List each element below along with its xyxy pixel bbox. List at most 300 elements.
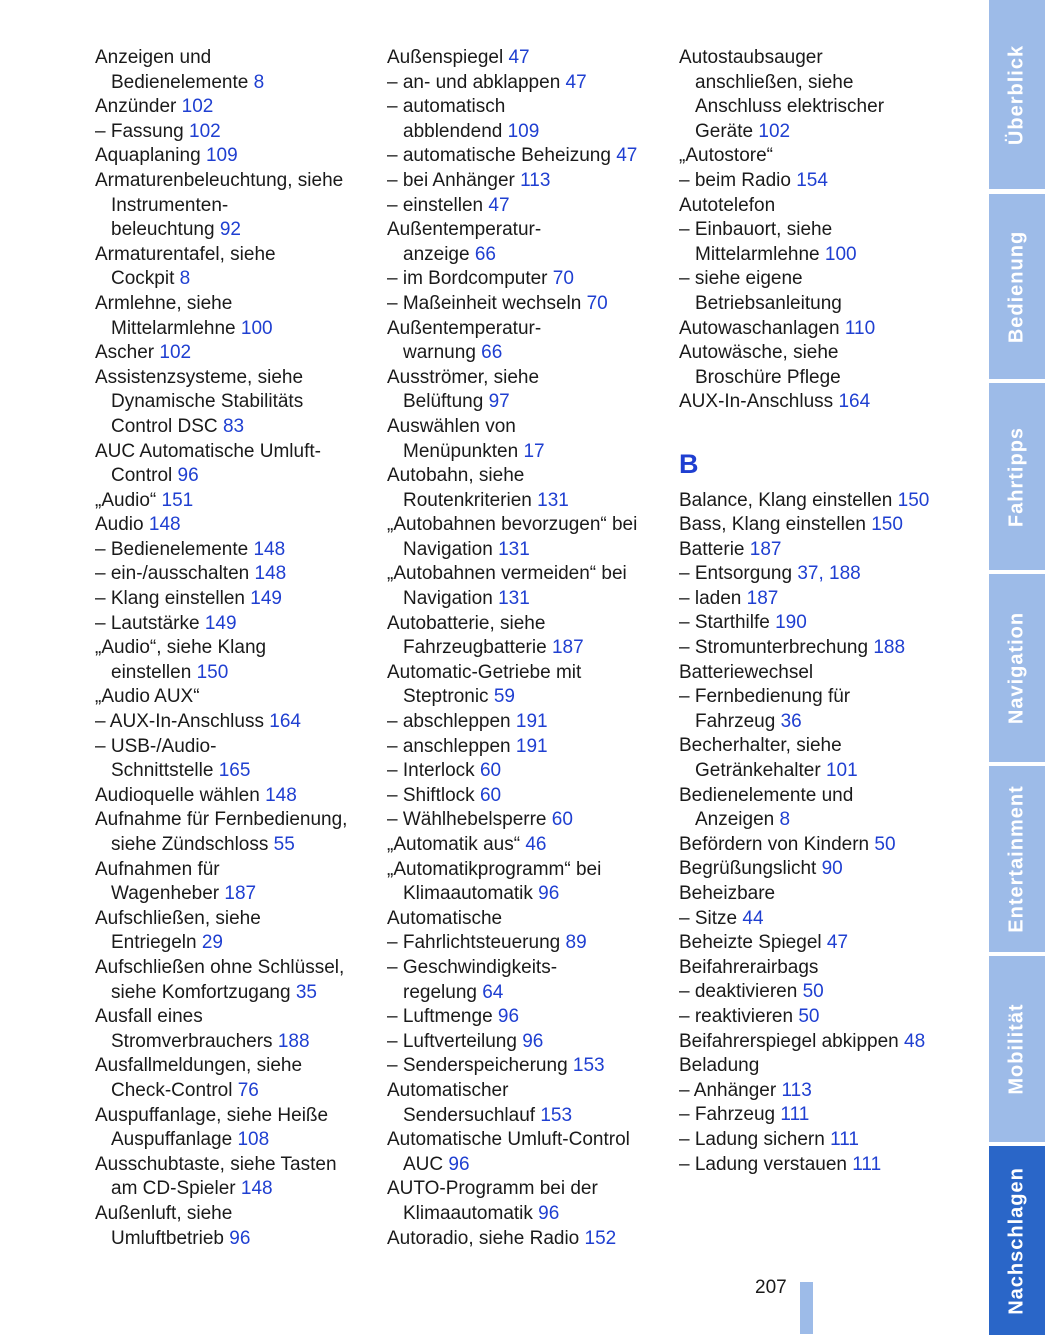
index-entry: [679, 243, 959, 268]
section-tab-label: Überblick: [1005, 44, 1028, 145]
index-term: Assistenzsysteme, siehe: [95, 366, 304, 388]
index-entry: [95, 243, 370, 268]
index-entry: [95, 169, 370, 194]
index-term: Steptronic: [403, 686, 489, 708]
index-term: Beifahrerairbags: [679, 956, 819, 978]
index-term: AUX-In-Anschluss: [679, 391, 834, 413]
index-entry: [95, 981, 370, 1006]
index-term: Ausfall eines: [95, 1006, 203, 1028]
index-term: – Anhänger: [679, 1079, 777, 1101]
index-term: am CD-Spieler: [111, 1178, 236, 1200]
index-entry: [679, 1030, 959, 1055]
index-entry: [679, 120, 959, 145]
index-entry: [679, 292, 959, 317]
index-term: Fahrzeugbatterie: [403, 637, 547, 659]
index-term: Automatic-Getriebe mit: [387, 661, 582, 683]
page-reference-link[interactable]: 188: [277, 1030, 310, 1052]
index-entry: [95, 710, 370, 735]
index-entry: [679, 218, 959, 243]
index-term: Auswählen von: [387, 415, 516, 437]
page-reference-link[interactable]: 165: [218, 760, 251, 782]
index-entry: [95, 513, 370, 538]
index-entry: [387, 267, 662, 292]
index-column-2: [387, 46, 662, 1251]
index-term: Autowaschanlagen: [679, 317, 840, 339]
page-reference-link[interactable]: 47: [508, 47, 530, 68]
index-term: „Audio AUX“: [95, 686, 200, 708]
index-term: Mittelarmlehne: [695, 243, 820, 265]
page-reference-link[interactable]: 131: [498, 588, 530, 610]
page-reference-link[interactable]: 48: [904, 1030, 926, 1052]
index-term: anschließen, siehe: [695, 71, 854, 93]
index-term: Instrumenten-: [111, 194, 229, 216]
index-term: – Klang einstellen: [95, 588, 245, 610]
page-reference-link[interactable]: 108: [237, 1129, 270, 1151]
page-reference-link[interactable]: 153: [540, 1104, 573, 1126]
index-entry: [387, 1128, 662, 1153]
page-reference-link[interactable]: 148: [148, 514, 181, 536]
index-entry: [679, 734, 959, 759]
index-term: Navigation: [403, 538, 493, 560]
index-entry: [387, 218, 662, 243]
index-entry: [387, 1104, 662, 1129]
index-term: Auspuffanlage, siehe Heiße: [95, 1104, 329, 1126]
index-term: – bei Anhänger: [387, 169, 515, 191]
index-entry: [679, 390, 959, 415]
index-term: Ascher: [95, 342, 155, 364]
index-entry: [95, 538, 370, 563]
index-term: Ausschubtaste, siehe Tasten: [95, 1153, 337, 1175]
page-reference-link[interactable]: 46: [525, 834, 547, 855]
page-reference-link[interactable]: 47: [616, 145, 638, 167]
index-term: Beheizbare: [679, 883, 776, 904]
index-term: – im Bordcomputer: [387, 268, 548, 290]
index-term: – Shiftlock: [387, 784, 475, 806]
index-entry: [387, 1227, 662, 1252]
index-entry: [387, 735, 662, 760]
page-reference-link[interactable]: 164: [838, 391, 871, 413]
index-entry: [679, 931, 959, 956]
index-term: Außentemperatur-: [387, 317, 542, 339]
index-entry: [95, 415, 370, 440]
index-entry: [679, 587, 959, 612]
page-reference-link[interactable]: 191: [515, 735, 548, 757]
index-entry: [95, 144, 370, 169]
page-reference-link[interactable]: 96: [522, 1030, 544, 1052]
index-term: Becherhalter, siehe: [679, 735, 842, 757]
page-reference-link[interactable]: 154: [796, 169, 828, 191]
index-term: Beifahrerspiegel abkippen: [679, 1030, 899, 1052]
index-term: – beim Radio: [679, 169, 791, 191]
index-term: Bass, Klang einstellen: [679, 514, 866, 536]
index-entry: [95, 489, 370, 514]
index-entry: [679, 661, 959, 686]
index-term: Navigation: [403, 588, 493, 610]
page-marker-bar: [800, 1282, 813, 1334]
index-entry: [387, 907, 662, 932]
index-term: Außentemperatur-: [387, 219, 542, 241]
index-term: Wagenheber: [111, 883, 220, 905]
index-entry: [95, 366, 370, 391]
index-entry: [387, 538, 662, 563]
page-reference-link[interactable]: 190: [775, 612, 807, 634]
page-reference-link[interactable]: 109: [205, 145, 238, 167]
index-entry: [95, 1030, 370, 1055]
index-term: Befördern von Kindern: [679, 833, 870, 855]
page-reference-link[interactable]: 187: [551, 637, 584, 659]
page-reference-link[interactable]: 47: [826, 932, 849, 954]
page-reference-link[interactable]: 151: [161, 489, 194, 511]
index-entry: [95, 317, 370, 342]
page-reference-link[interactable]: 70: [552, 268, 574, 290]
index-entry: [679, 611, 959, 636]
page-reference-link[interactable]: 153: [572, 1055, 605, 1077]
index-term: – Lautstärke: [95, 612, 200, 634]
index-term: – Luftmenge: [387, 1006, 493, 1028]
index-entry: [387, 169, 662, 194]
index-term: – automatisch: [387, 96, 506, 118]
page-reference-link[interactable]: 37, 188: [797, 563, 861, 585]
section-tab-label: Fahrtipps: [1005, 426, 1028, 527]
index-term: Autobahn, siehe: [387, 465, 525, 487]
index-term: siehe Zündschloss: [111, 834, 269, 855]
index-entry: [95, 661, 370, 686]
index-entry: [679, 46, 959, 71]
index-entry: [95, 71, 370, 96]
index-entry: [679, 907, 959, 932]
index-entry: [95, 562, 370, 587]
index-entry: [95, 587, 370, 612]
index-entry: [387, 882, 662, 907]
index-entry: [95, 1104, 370, 1129]
index-term: Autotelefon: [679, 194, 776, 216]
index-entry: [679, 538, 959, 563]
index-term: – deaktivieren: [679, 981, 798, 1003]
index-entry: [95, 341, 370, 366]
index-term: Aufschließen, siehe: [95, 907, 261, 929]
page-reference-link[interactable]: 83: [222, 415, 245, 437]
page-reference-link[interactable]: 89: [565, 932, 587, 954]
index-entry: [679, 1005, 959, 1030]
index-entry: [387, 1202, 662, 1227]
index-term: Schnittstelle: [111, 760, 214, 782]
index-term: Balance, Klang einstellen: [679, 489, 893, 511]
page-reference-link[interactable]: 187: [224, 883, 257, 905]
index-term: Control DSC: [111, 415, 218, 437]
index-term: Anzünder: [95, 96, 177, 118]
page-reference-link[interactable]: 47: [488, 194, 510, 216]
index-entry: [95, 390, 370, 415]
index-term: Audio: [95, 514, 144, 536]
page-reference-link[interactable]: 92: [219, 219, 241, 241]
page-reference-link[interactable]: 150: [897, 489, 930, 511]
index-entry: [679, 808, 959, 833]
index-entry: [679, 980, 959, 1005]
section-tab[interactable]: [989, 956, 1045, 1142]
index-term: – Interlock: [387, 760, 475, 782]
page-reference-link[interactable]: 66: [481, 342, 503, 364]
page-reference-link[interactable]: 8: [779, 809, 791, 831]
index-term: regelung: [403, 981, 477, 1003]
index-term: Anzeigen und: [95, 47, 212, 68]
page-reference-link[interactable]: 164: [269, 711, 301, 733]
index-term: – Luftverteilung: [387, 1030, 517, 1052]
page-reference-link[interactable]: 8: [253, 71, 265, 93]
index-entry: [95, 120, 370, 145]
index-term: – Sitze: [679, 907, 738, 929]
index-term: – Maßeinheit wechseln: [387, 292, 582, 314]
index-term: Sendersuchlauf: [403, 1104, 536, 1126]
index-entry: [679, 194, 959, 219]
page-reference-link[interactable]: 109: [507, 120, 540, 142]
index-term: – Wählhebelsperre: [387, 809, 547, 831]
index-term: Dynamische Stabilitäts: [111, 391, 304, 413]
index-term: – Senderspeicherung: [387, 1055, 568, 1077]
page-reference-link[interactable]: 111: [852, 1153, 882, 1175]
index-term: „Automatik aus“: [387, 834, 521, 855]
index-term: einstellen: [111, 661, 192, 683]
index-entry: [679, 636, 959, 661]
index-entry: [679, 71, 959, 96]
page-reference-link[interactable]: 131: [498, 538, 530, 560]
page-reference-link[interactable]: 102: [181, 96, 214, 118]
page-reference-link[interactable]: 60: [479, 784, 502, 806]
index-term: Entriegeln: [111, 932, 197, 954]
index-entry: [387, 440, 662, 465]
page-reference-link[interactable]: 113: [520, 169, 551, 191]
index-term: Armaturentafel, siehe: [95, 243, 276, 265]
page-reference-link[interactable]: 111: [780, 1104, 810, 1126]
index-term: „Audio“: [95, 489, 157, 511]
page-reference-link[interactable]: 100: [824, 243, 857, 265]
page-reference-link[interactable]: 97: [488, 391, 510, 413]
page-reference-link[interactable]: 50: [802, 981, 824, 1003]
index-term: – Fahrlichtsteuerung: [387, 932, 561, 954]
page-reference-link[interactable]: 64: [482, 981, 504, 1003]
index-entry: [387, 366, 662, 391]
page-reference-link[interactable]: 35: [295, 981, 317, 1003]
page-reference-link[interactable]: 102: [189, 120, 221, 142]
index-entry: [95, 1079, 370, 1104]
index-term: – reaktivieren: [679, 1005, 794, 1027]
section-tab[interactable]: [989, 574, 1045, 762]
page-reference-link[interactable]: 70: [586, 292, 608, 314]
index-term: Aufnahmen für: [95, 858, 220, 880]
index-term: – an- und abklappen: [387, 71, 561, 93]
index-entry: [387, 612, 662, 637]
index-entry: [387, 144, 662, 169]
page-reference-link[interactable]: 44: [742, 907, 764, 929]
index-entry: [95, 858, 370, 883]
section-tab[interactable]: [989, 383, 1045, 570]
section-tab-label: Navigation: [1005, 611, 1028, 725]
page-reference-link[interactable]: 50: [874, 833, 896, 855]
index-term: – abschleppen: [387, 711, 511, 733]
page-reference-link[interactable]: 29: [201, 932, 223, 954]
index-term: Anzeigen: [695, 809, 775, 831]
page-reference-link[interactable]: 60: [551, 809, 573, 831]
index-term: – AUX-In-Anschluss: [95, 711, 264, 733]
index-term: anzeige: [403, 243, 470, 265]
index-entry: [95, 267, 370, 292]
page-reference-link[interactable]: 149: [204, 612, 237, 634]
index-entry: [387, 71, 662, 96]
index-term: Außenspiegel: [387, 47, 504, 68]
index-entry: [95, 1202, 370, 1227]
index-term: siehe Komfortzugang: [111, 981, 291, 1003]
section-tab[interactable]: [989, 0, 1045, 189]
index-term: Begrüßungslicht: [679, 858, 817, 880]
index-entry: [679, 366, 959, 391]
index-term: Betriebsanleitung: [695, 292, 842, 314]
index-entry: [387, 956, 662, 981]
page-reference-link[interactable]: 17: [523, 440, 545, 462]
index-term: – Fassung: [95, 120, 184, 142]
page-reference-link[interactable]: 188: [873, 637, 906, 659]
index-term: abblendend: [403, 120, 503, 142]
index-term: Cockpit: [111, 268, 175, 290]
index-entry: [679, 1054, 959, 1079]
index-entry: [387, 587, 662, 612]
index-term: – Entsorgung: [679, 563, 793, 585]
index-entry: [679, 95, 959, 120]
page-reference-link[interactable]: 152: [584, 1227, 617, 1249]
page-reference-link[interactable]: 100: [240, 317, 273, 339]
page-reference-link[interactable]: 55: [273, 834, 295, 855]
index-entry: [95, 1153, 370, 1178]
page-reference-link[interactable]: 8: [179, 268, 191, 290]
index-entry: [95, 735, 370, 760]
page-reference-link[interactable]: 66: [474, 243, 496, 265]
section-tab-label: Nachschlagen: [1005, 1166, 1028, 1315]
page-reference-link[interactable]: 96: [497, 1006, 520, 1028]
index-entry: [679, 267, 959, 292]
page-reference-link[interactable]: 102: [758, 120, 791, 142]
index-term: Außenluft, siehe: [95, 1202, 233, 1224]
page-reference-link[interactable]: 131: [537, 489, 569, 511]
index-entry: [679, 1153, 959, 1178]
index-entry: [387, 710, 662, 735]
index-term: Geräte: [695, 120, 754, 142]
index-entry: [387, 1054, 662, 1079]
page-reference-link[interactable]: 148: [254, 563, 287, 585]
page-reference-link[interactable]: 47: [565, 71, 587, 93]
page-reference-link[interactable]: 101: [825, 760, 858, 782]
section-tab[interactable]: [989, 766, 1045, 952]
page-reference-link[interactable]: 113: [781, 1079, 812, 1101]
index-entry: [95, 1177, 370, 1202]
index-entry: [679, 1128, 959, 1153]
index-term: Getränkehalter: [695, 760, 821, 782]
page-reference-link[interactable]: 110: [844, 317, 876, 339]
index-entry: [387, 194, 662, 219]
section-spacer: [679, 415, 959, 440]
page-reference-link[interactable]: 59: [493, 686, 515, 708]
index-term: warnung: [403, 342, 476, 364]
page-reference-link[interactable]: 148: [240, 1178, 273, 1200]
page-reference-link[interactable]: 96: [448, 1153, 470, 1175]
index-term: – Stromunterbrechung: [679, 637, 869, 659]
page-reference-link[interactable]: 187: [746, 587, 779, 609]
index-term: – Fernbedienung für: [679, 686, 851, 708]
index-entry: [95, 784, 370, 809]
index-entry: [387, 858, 662, 883]
page-reference-link[interactable]: 150: [196, 661, 229, 683]
index-term: Beladung: [679, 1055, 760, 1077]
page-reference-link[interactable]: 191: [515, 711, 548, 733]
index-entry: [387, 1005, 662, 1030]
index-entry: [387, 390, 662, 415]
page-reference-link[interactable]: 148: [265, 784, 297, 806]
index-entry: [679, 784, 959, 809]
index-term: – Ladung sichern: [679, 1128, 825, 1150]
index-term: Autostaubsauger: [679, 47, 823, 68]
index-term: – Bedienelemente: [95, 538, 249, 560]
page-reference-link[interactable]: 96: [229, 1227, 251, 1249]
index-entry: [95, 685, 370, 710]
index-entry: [387, 341, 662, 366]
page-reference-link[interactable]: 96: [538, 1202, 560, 1224]
index-term: – einstellen: [387, 194, 484, 216]
page-reference-link[interactable]: 60: [479, 760, 502, 782]
page-reference-link[interactable]: 150: [871, 514, 903, 536]
index-term: Umluftbetrieb: [111, 1227, 224, 1249]
page-reference-link[interactable]: 187: [749, 538, 782, 560]
page-reference-link[interactable]: 76: [237, 1079, 259, 1101]
section-tab[interactable]: [989, 194, 1045, 379]
page-number: 207: [755, 1277, 787, 1298]
index-term: Control: [111, 465, 173, 487]
index-entry: [95, 194, 370, 219]
index-entry: [387, 317, 662, 342]
index-entry: [679, 1103, 959, 1128]
index-term: „Autobahnen bevorzugen“ bei: [387, 514, 638, 536]
index-entry: [387, 833, 662, 858]
page-reference-link[interactable]: 36: [780, 710, 802, 732]
index-term: Bedienelemente und: [679, 784, 854, 806]
page-reference-link[interactable]: 90: [821, 858, 843, 880]
index-term: – USB-/Audio-: [95, 735, 217, 757]
section-tab[interactable]: [989, 1146, 1045, 1335]
page-reference-link[interactable]: 96: [177, 465, 199, 487]
index-entry: [679, 1079, 959, 1104]
page-reference-link[interactable]: 96: [538, 883, 560, 905]
index-entry: [95, 833, 370, 858]
index-entry: [95, 464, 370, 489]
index-entry: [387, 759, 662, 784]
index-entry: [387, 120, 662, 145]
index-entry: [679, 956, 959, 981]
index-entry: [95, 292, 370, 317]
section-letter-heading: B: [679, 448, 699, 479]
page-reference-link[interactable]: 50: [798, 1005, 820, 1027]
index-entry: [95, 1227, 370, 1252]
index-term: Routenkriterien: [403, 489, 532, 511]
page-reference-link[interactable]: 149: [250, 588, 282, 610]
page-reference-link[interactable]: 111: [830, 1128, 859, 1150]
index-entry: [95, 956, 370, 981]
index-entry: [95, 218, 370, 243]
index-term: – laden: [679, 587, 742, 609]
index-entry: [679, 317, 959, 342]
page-reference-link[interactable]: 102: [159, 342, 192, 364]
index-entry: [387, 489, 662, 514]
page-reference-link[interactable]: 148: [253, 538, 286, 560]
index-term: Autoradio, siehe Radio: [387, 1227, 580, 1249]
index-entry: [387, 1079, 662, 1104]
index-entry: [387, 636, 662, 661]
index-term: – Geschwindigkeits-: [387, 956, 558, 978]
